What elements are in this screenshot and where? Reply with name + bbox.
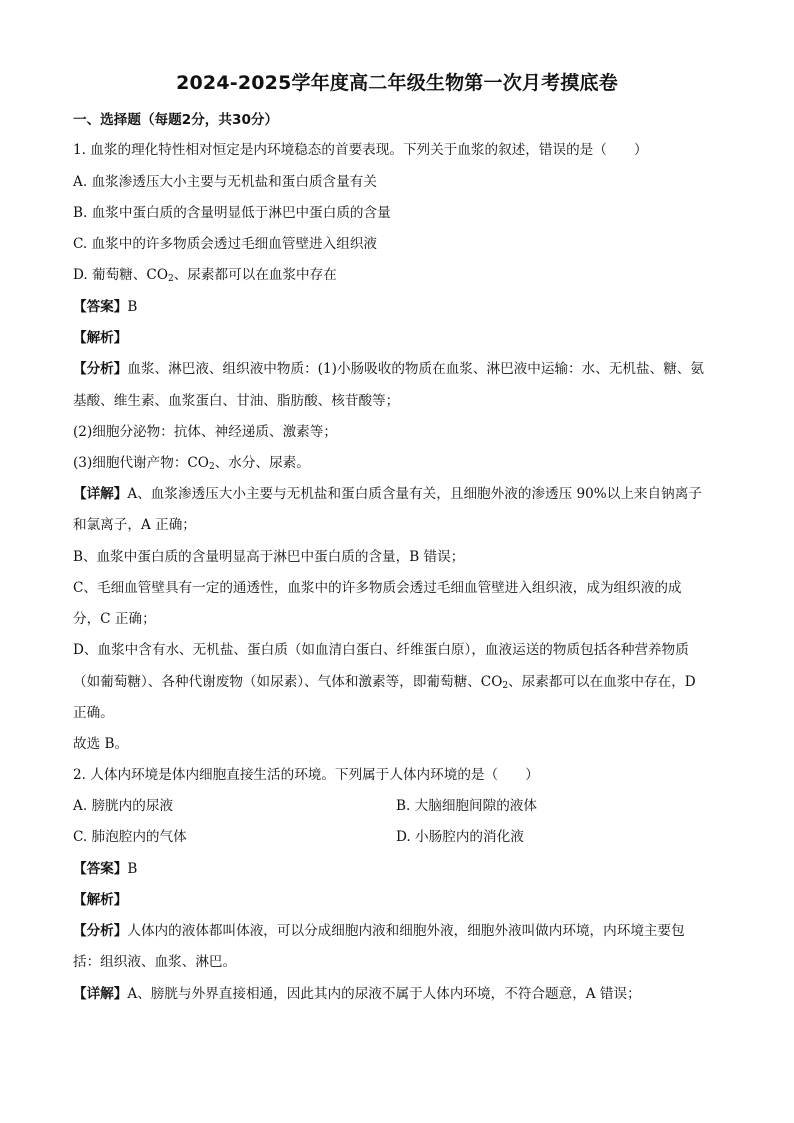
- q2-analysis-line: 【分析】人体内的液体都叫体液，可以分成细胞内液和细胞外液，细胞外液叫做内环境，内环境主要包: [73, 923, 685, 939]
- q2-option-a: A. 膀胱内的尿液: [73, 798, 174, 814]
- q1-analysis-line: (3)细胞代谢产物：$CO_2$、水分、尿素。: [73, 455, 310, 472]
- q1-detail-line: B、血浆中蛋白质的含量明显高于淋巴中蛋白质的含量，B 错误；: [73, 549, 465, 565]
- q1-option-d: D. 葡萄糖、$CO_2$、尿素都可以在血浆中存在: [73, 267, 337, 284]
- q2-option-c: C. 肺泡腔内的气体: [73, 829, 187, 845]
- section-heading: 一、选择题（每题2分，共30分）: [73, 112, 279, 128]
- q1-detail-line: 【详解】A、血浆渗透压大小主要与无机盐和蛋白质含量有关，且细胞外液的渗透压 90%以上来自钠离子: [73, 486, 702, 502]
- q1-detail-line: （如葡萄糖）、各种代谢废物（如尿素）、气体和激素等，即葡萄糖、$CO_2$、尿素都可以在血浆中存在，D: [73, 674, 696, 691]
- q1-analysis-line: (2)细胞分泌物：抗体、神经递质、激素等；: [73, 424, 337, 440]
- q1-option-a: A. 血浆渗透压大小主要与无机盐和蛋白质含量有关: [73, 174, 377, 190]
- q1-analysis-line: 基酸、维生素、血浆蛋白、甘油、脂肪酸、核苷酸等；: [73, 393, 400, 409]
- q2-explanation-heading: 【解析】: [73, 892, 128, 908]
- q1-conclusion: 故选 B。: [73, 736, 129, 752]
- q1-detail-line: 分，C 正确；: [73, 611, 156, 627]
- q1-detail-line: C、毛细血管壁具有一定的通透性，血浆中的许多物质会透过毛细血管壁进入组织液，成为组织液的成: [73, 580, 682, 596]
- q2-option-b: B. 大脑细胞间隙的液体: [396, 798, 537, 814]
- q1-detail-line: D、血浆中含有水、无机盐、蛋白质（如血清白蛋白、纤维蛋白原），血液运送的物质包括各种营养物质: [73, 642, 689, 658]
- q2-answer: 【答案】B: [73, 861, 138, 877]
- detail-tag: 【详解】: [73, 486, 128, 502]
- q2-detail-line: 【详解】A、膀胱与外界直接相通，因此其内的尿液不属于人体内环境，不符合题意，A 错误；: [73, 986, 641, 1002]
- q1-answer: 【答案】B: [73, 299, 138, 315]
- q2-stem: 2. 人体内环境是体内细胞直接生活的环境。下列属于人体内环境的是（ ）: [73, 767, 539, 783]
- q1-analysis-line: 【分析】血浆、淋巴液、组织液中物质：(1)小肠吸收的物质在血浆、淋巴液中运输：水、无机盐、糖、氨: [73, 361, 704, 377]
- analysis-tag: 【分析】: [73, 361, 128, 377]
- page-title: 2024-2025学年度高二年级生物第一次月考摸底卷: [176, 72, 618, 94]
- q1-explanation-heading: 【解析】: [73, 330, 128, 346]
- q2-option-d: D. 小肠腔内的消化液: [396, 829, 524, 845]
- analysis-tag: 【分析】: [73, 923, 128, 939]
- q1-option-b: B. 血浆中蛋白质的含量明显低于淋巴中蛋白质的含量: [73, 205, 391, 221]
- q2-analysis-line: 括：组织液、血浆、淋巴。: [73, 954, 237, 970]
- answer-tag: 【答案】: [73, 299, 128, 315]
- q1-detail-line: 正确。: [73, 705, 114, 721]
- q1-stem: 1. 血浆的理化特性相对恒定是内环境稳态的首要表现。下列关于血浆的叙述，错误的是（ ）: [73, 142, 648, 158]
- detail-tag: 【详解】: [73, 986, 128, 1002]
- q1-detail-line: 和氯离子，A 正确；: [73, 517, 196, 533]
- q1-option-c: C. 血浆中的许多物质会透过毛细血管壁进入组织液: [73, 236, 378, 252]
- answer-tag: 【答案】: [73, 861, 128, 877]
